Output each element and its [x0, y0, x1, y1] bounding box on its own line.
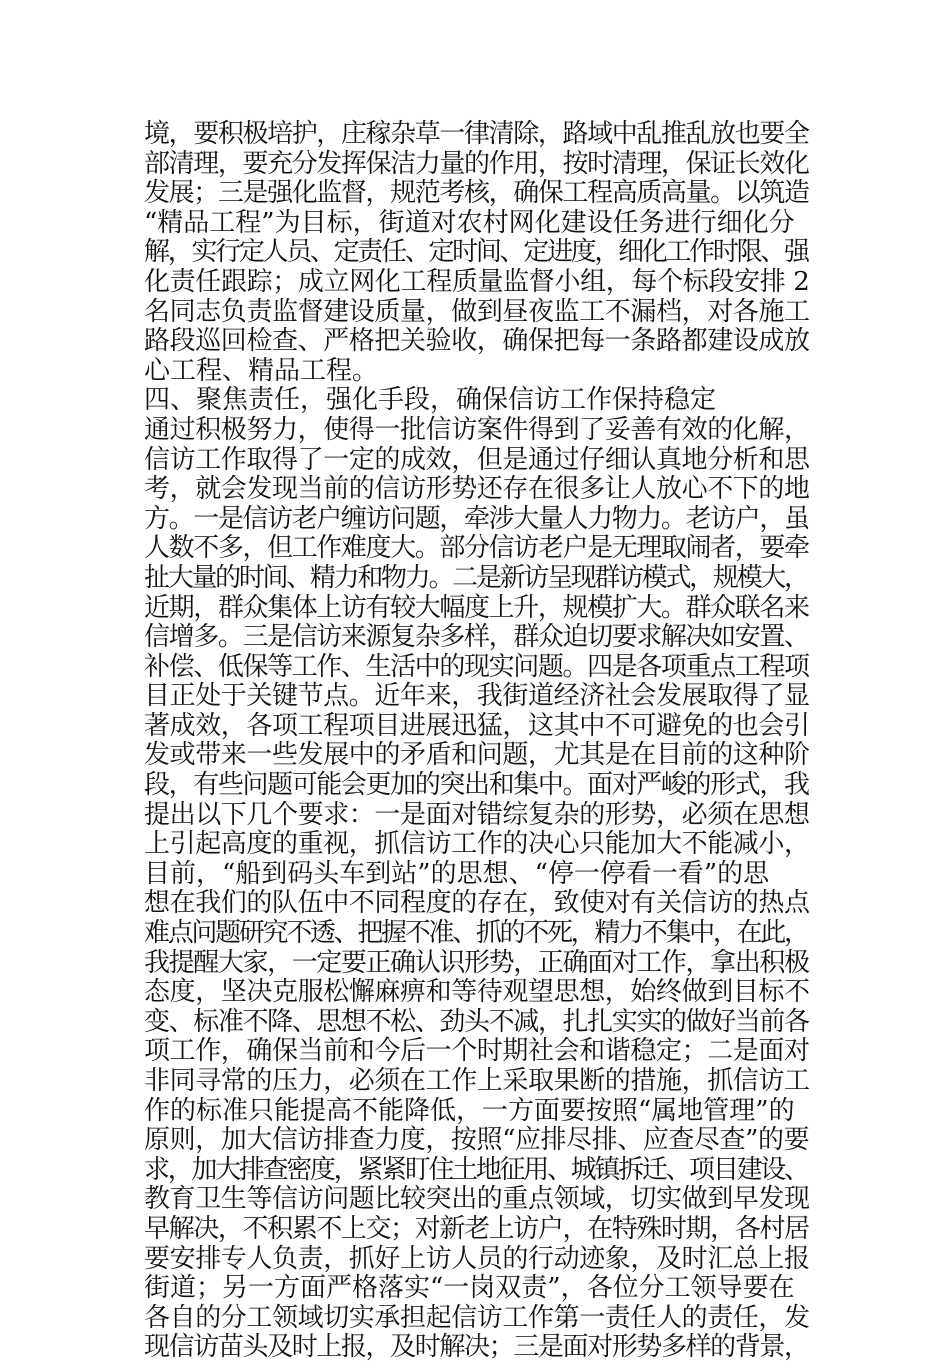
text-line: “精品工程”为目标，街道对农村网化建设任务进行细化分 [144, 207, 795, 238]
text-line: 发展；三是强化监督，规范考核，确保工程高质高量。以筑造 [144, 178, 809, 209]
text-line: 各自的分工领域切实承担起信访工作第一责任人的责任，发 [144, 1302, 810, 1333]
text-line: 街道；另一方面严格落实“一岗双责”，各位分工领导要在 [144, 1273, 795, 1304]
text-line: 难点问题研究不透、把握不准、抓的不死，精力不集中，在此， [144, 918, 808, 949]
text-line: 扯大量的时间、精力和物力。二是新访呈现群访模式，规模大， [144, 562, 808, 593]
text-line: 提出以下几个要求：一是面对错综复杂的形势，必须在思想 [144, 799, 810, 830]
text-line: 著成效，各项工程项目进展迅猛，这其中不可避免的也会引 [144, 710, 810, 741]
text-line: 态度，坚决克服松懈麻痹和等待观望思想，始终做到目标不 [144, 977, 810, 1008]
text-line: 名同志负责监督建设质量，做到昼夜监工不漏档，对各施工 [144, 296, 810, 327]
text-line: 想在我们的队伍中不同程度的存在，致使对有关信访的热点 [144, 888, 810, 919]
text-line: 目正处于关键节点。近年来，我街道经济社会发展取得了显 [144, 681, 810, 712]
text-line: 近期，群众集体上访有较大幅度上升，规模扩大。群众联名来 [144, 592, 809, 623]
text-line: 补偿、低保等工作、生活中的现实问题。四是各项重点工程项 [144, 651, 809, 682]
text-line: 信访工作取得了一定的成效，但是通过仔细认真地分析和思 [144, 444, 810, 475]
text-line: 发或带来一些发展中的矛盾和问题，尤其是在目前的这种阶 [144, 740, 810, 771]
text-line: 段，有些问题可能会更加的突出和集中。面对严峻的形式，我 [144, 770, 809, 801]
text-line: 非同寻常的压力，必须在工作上采取果断的措施，抓信访工 [144, 1066, 810, 1096]
section-heading: 四、聚焦责任，强化手段，确保信访工作保持稳定 [144, 385, 717, 416]
body-text [144, 120, 810, 1363]
text-line: 项工作，确保当前和今后一个时期社会和谐稳定；二是面对 [144, 1036, 810, 1067]
text-line: 现信访苗头及时上报，及时解决；三是面对形势多样的背景， [144, 1332, 809, 1363]
text-line: 上引起高度的重视，抓信访工作的决心只能加大不能减小， [144, 829, 810, 860]
text-line: 境，要积极培护，庄稼杂草一律清除，路域中乱推乱放也要全 [144, 119, 809, 149]
text-line: 部清理，要充分发挥保洁力量的作用，按时清理，保证长效化 [144, 148, 809, 179]
text-line: 目前，“船到码头车到站”的思想、“停一停看一看”的思 [144, 858, 770, 889]
text-line: 考，就会发现当前的信访形势还存在很多让人放心不下的地 [144, 474, 810, 505]
text-line: 信增多。三是信访来源复杂多样，群众迫切要求解决如安置、 [144, 622, 809, 653]
text-line: 原则，加大信访排查力度，按照“应排尽排、应查尽查”的要 [144, 1125, 810, 1156]
text-line: 化责任跟踪；成立网化工程质量监督小组，每个标段安排 2 [144, 266, 810, 297]
text-line: 求，加大排查密度，紧紧盯住土地征用、城镇拆迁、项目建设、 [144, 1154, 808, 1185]
text-line: 早解决，不积累不上交；对新老上访户，在特殊时期，各村居 [144, 1213, 809, 1244]
text-line: 要安排专人负责，抓好上访人员的行动迹象，及时汇总上报 [144, 1243, 810, 1274]
text-line: 通过积极努力，使得一批信访案件得到了妥善有效的化解， [144, 414, 810, 445]
text-line: 心工程、精品工程。 [144, 355, 379, 386]
text-line: 作的标准只能提高不能降低，一方面要按照“属地管理”的 [144, 1095, 795, 1126]
text-line: 教育卫生等信访问题比较突出的重点领域，切实做到早发现 [144, 1184, 810, 1215]
text-line: 解，实行定人员、定责任、定时间、定进度，细化工作时限、强 [144, 237, 808, 268]
text-line: 路段巡回检查、严格把关验收，确保把每一条路都建设成放 [144, 326, 810, 357]
text-line: 变、标准不降、思想不松、劲头不减，扎扎实实的做好当前各 [144, 1006, 809, 1037]
text-line: 方。一是信访老户缠访问题，牵涉大量人力物力。老访户，虽 [144, 503, 809, 534]
text-line: 人数不多，但工作难度大。部分信访老户是无理取闹者，要牵 [144, 533, 809, 564]
text-line: 我提醒大家，一定要正确认识形势，正确面对工作，拿出积极 [144, 947, 809, 978]
